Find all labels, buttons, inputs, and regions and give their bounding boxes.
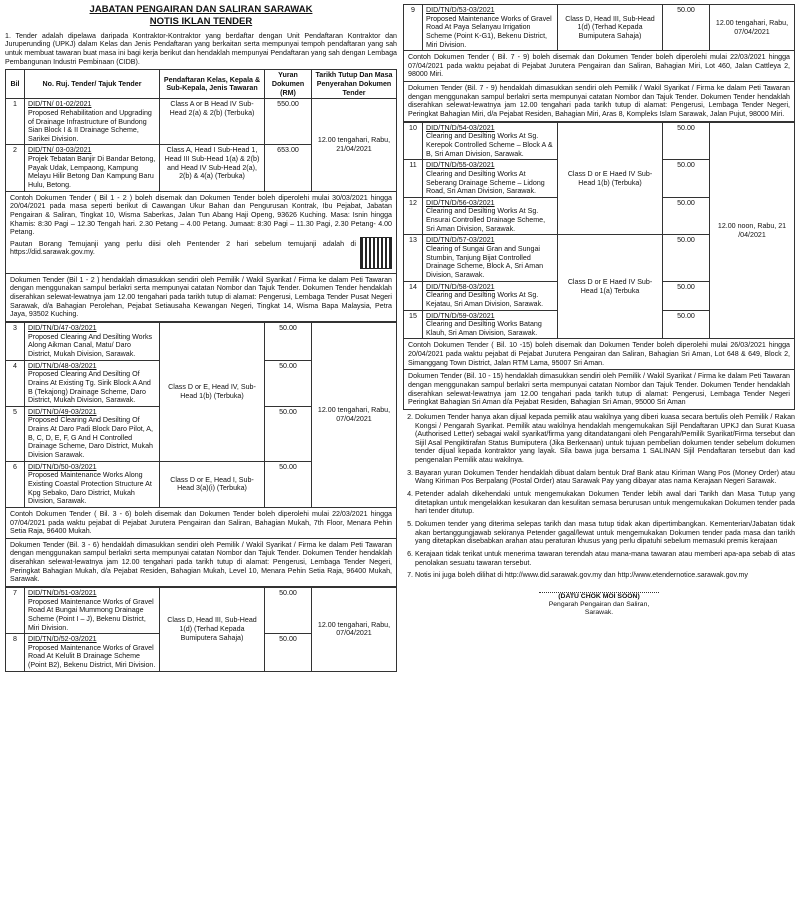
group4-note-box: Contoh Dokumen Tender ( Bil. 10 -15) boleh disemak dan Dokumen Tender boleh diperolehi mulai 26/03/2021 hingga 20/04/2021 pada waktu pejabat di Pejabat Jurutera Pengairan dan Saliran, Bahagian Sri Aman, Lot 648 & 649, Block 2, Simanggang Town District, Jalan RTM Lama, 95007 Sri Aman. — [403, 339, 795, 370]
left-column — [5, 4, 397, 894]
tender-table-group3-cont — [403, 4, 795, 51]
note-item: 5. Dokumen tender yang diterima selepas tarikh dan masa tutup tidak akan dipertimbangkan. Kementerian/Jabatan tidak akan bertanggungjawab sekiranya Petender gagal/lewat untuk mengemukakan Dokumen tender pada masa dan tarikh yang ditetapkan disebabkan arahan atau peraturan khusus yang perlu dipatuhi sebelum memasuki premis kerajaan — [415, 520, 795, 546]
group4-submit-box: Dokumen Tender (Bil. 10 - 15) hendaklah dimasukkan sendiri oleh Pemilik / Wakil Syarikat / Firma ke dalam Peti Tawaran dengan menggunakan sampul berlakri serta mempunyai catatan Nombor dan Tajuk Tender. Dokumen Tender hendaklah diserahkan selewat-lewatnya jam 12.00 tengahari pada tarikh tutup di alamat: Pengerusi, Lembaga Tender Negeri Peringkat Bahagian Sri Aman d/a Pejabat Residen, Bahagian Sri Aman, 95000 Sri Aman — [403, 370, 795, 410]
row-bil: 5 — [6, 406, 25, 461]
row-bil: 4 — [6, 360, 25, 406]
row-yuran: 50.00 — [265, 406, 312, 461]
tender-ref: DID/TN/D/52-03/2021 — [28, 635, 97, 644]
row-kelas: Class A, Head I Sub-Head 1, Head III Sub-Head 1(a) & 2(b) and Head IV Sub-Head 2(a), 2(b) & 4(a) (Terbuka) — [160, 145, 265, 191]
row-title — [25, 323, 160, 361]
row-title — [423, 197, 558, 235]
row-bil: 1 — [6, 99, 25, 145]
row-bil: 9 — [404, 5, 423, 51]
row-title — [25, 406, 160, 461]
row-title — [25, 145, 160, 191]
row-kelas: Class D or E Haed IV Sub-Head 1(b) (Terbuka) — [558, 122, 663, 235]
row-bil: 8 — [6, 634, 25, 672]
row-yuran: 50.00 — [265, 323, 312, 361]
tender-ref: DID/TN/D/53-03/2021 — [426, 6, 495, 14]
table-row — [404, 122, 795, 160]
tender-table-group3 — [5, 587, 397, 672]
row-bil: 7 — [6, 587, 25, 633]
tender-desc: Clearing and Desilting Works At Seberang Drainage Scheme – Lidong Road, Sri Aman Division, Sarawak. — [426, 169, 545, 196]
row-yuran: 550.00 — [265, 99, 312, 145]
tender-ref: DID/TN/ 03-03/2021 — [28, 146, 92, 155]
tender-ref: DID/TN/D/51-03/2021 — [28, 588, 97, 597]
row-kelas: Class D, Head III, Sub-Head 1(d) (Terhad Kepada Bumiputera Sahaja) — [558, 5, 663, 51]
row-kelas: Class D or E, Head I, Sub-Head 3(a)(i) (Terbuka) — [160, 461, 265, 507]
tender-desc: Clearing of Sungai Gran and Sungai Stumbin, Tanjung Bijat Controlled Drainage Scheme, Block A, Sri Aman Division, Sarawak. — [426, 245, 544, 279]
group2-note-box: Contoh Dokumen Tender ( Bil. 3 - 6) boleh disemak dan Dokumen Tender boleh diperolehi mulai 22/03/2021 hingga 07/04/2021 pada waktu pejabat di Pejabat Jurutera Pengairan dan Saliran, Bahagian Mukah, 7th Floor, Menara Pehin Setia Raja, 96400 Mukah. — [5, 508, 397, 539]
tender-desc: Proposed Clearing And Desilting Of Drains At Daro Padi Block Daro Pilot, A, B, C, D, E, F, G And H Controlled Drainage Scheme, Daro District, Mukah Division Sarawak. — [28, 416, 153, 460]
row-bil: 2 — [6, 145, 25, 191]
tender-ref: DID/TN/ 01-02/2021 — [28, 100, 92, 109]
row-yuran: 50.00 — [265, 587, 312, 633]
tender-ref: DID/TN/D/59-03/2021 — [426, 311, 495, 320]
note-item: 7. Notis ini juga boleh dilihat di http://www.did.sarawak.gov.my dan http://www.etendernotice.sarawak.gov.my — [415, 571, 795, 580]
group1-note: Contoh Dokumen Tender ( Bil 1 - 2 ) boleh disemak dan Dokumen Tender boleh diperolehi mulai 30/03/2021 hingga 20/04/2021 pada masa seperti berikut di Cawangan Ukur Bahan dan Pengurusan Kontrak, Ibu Pejabat, Jabatan Pengairan & Saliran, Tingkat 10, Wisma Saberkas, Jalan Tun Abang Haji Openg, 93626 Kuching. Masa: Isnin hingga Khamis: 8:30 Pagi – 12.30 Tengah hari. 2.30 Petang – 4.00 Petang. Jumaat: 8:30 Pagi – 11.30 Pagi, 2.30 Petang- 4.00 Petang. — [10, 193, 392, 237]
row-yuran: 50.00 — [663, 235, 710, 281]
row-title — [423, 122, 558, 160]
row-title — [25, 587, 160, 633]
row-kelas: Class A or B Head IV Sub-Head 2(a) & 2(b) (Terbuka) — [160, 99, 265, 145]
tender-ref: DID/TN/D/56-03/2021 — [426, 198, 495, 207]
tender-desc: Clearing and Desilting Works At Sg. Kerepok Controlled Scheme – Block A & B, Sri Aman Division, Sarawak. — [426, 132, 553, 158]
signatory-name: (DATU CHOK MOI SOON) — [558, 592, 640, 600]
row-tarikh: 12.00 tengahari, Rabu, 07/04/2021 — [312, 587, 397, 671]
row-yuran: 50.00 — [663, 281, 710, 310]
tender-desc: Clearing and Desilting Works At Sg. Ensurai Controlled Drainage Scheme, Sri Aman Division, Sarawak. — [426, 207, 546, 233]
group1-appointment-note: Pautan Borang Temujanji yang perlu diisi oleh Pentender 2 hari sebelum temujanji adalah di https://did.sarawak.gov.my. — [10, 239, 356, 257]
group2-submit-box: Dokumen Tender (Bil. 3 - 6) hendaklah dimasukkan sendiri oleh Pemilik / Wakil Syarikat / Firma ke dalam Peti Tawaran dengan menggunakan sampul berlakri serta mempunyai catatan Nombor dan Tajuk Tender. Dokumen Tender hendaklah diserahkan selewat-lewatnya jam 12.00 tengahari pada tarikh tutup di alamat: Pengerusi, Lembaga Tender Negeri, Peringkat Bahagian Mukah, d/a Pejabat Residen, Bahagian Mukah, Level 10, Menara Pehin Setia Raja, 96400 Mukah, Sarawak. — [5, 539, 397, 587]
signatory-role: Pengarah Pengairan dan Saliran, — [548, 601, 650, 609]
row-kelas: Class D or E, Head IV, Sub-Head 1(b) (Terbuka) — [160, 323, 265, 462]
row-yuran: 50.00 — [663, 197, 710, 235]
row-tarikh: 12.00 tengahari, Rabu, 21/04/2021 — [312, 99, 397, 191]
tender-desc: Proposed Rehabilitation and Upgrading of Drainage Infrastructure of Bundong Sian Block I & II Drainage Scheme, Sarikei Division. — [28, 108, 152, 143]
row-title — [25, 634, 160, 672]
note-item: 4. Petender adalah dikehendaki untuk mengemukakan Dokumen Tender lebih awal dari Tarikh dan Masa Tutup yang ditetapkan untuk mengelakkan kesukaran dan kesulitan semasa berurusan untuk mengemukakan Dokumen tender pada hari tender ditutup. — [415, 490, 795, 516]
note-item: 3. Bayaran yuran Dokumen Tender hendaklah dibuat dalam bentuk Draf Bank atau Kiriman Wang Pos (Money Order) atau Wang Kiriman Pos Berpalang (Postal Order) atau Sarawak Pay yang dibayar atas nama Kerajaan Negeri Sarawak. — [415, 469, 795, 486]
tender-ref: DID/TN/D/55-03/2021 — [426, 161, 495, 170]
row-yuran: 50.00 — [663, 160, 710, 198]
tender-ref: DID/TN/D/50-03/2021 — [28, 462, 97, 471]
tender-table-group4 — [403, 122, 795, 340]
tender-desc: Proposed Clearing And Desilting Of Drains At Existing Tg. Sirik Block A And B (Tekajong) Drainage Scheme, Daro District, Mukah Division, Sarawak. — [28, 370, 151, 405]
tender-desc: Clearing and Desilting Works Batang Klauh, Sri Aman Division, Sarawak. — [426, 320, 542, 337]
row-bil: 15 — [404, 310, 423, 339]
tender-desc: Proposed Clearing And Desilting Works Along Aikman Canal, Matu/ Daro District, Mukah Division, Sarawak. — [28, 332, 153, 358]
table-row — [404, 5, 795, 51]
row-title — [423, 160, 558, 198]
row-kelas: Class D, Head III, Sub-Head 1(d) (Terhad Kepada Bumiputera Sahaja) — [160, 587, 265, 671]
intro-paragraph: 1. Tender adalah dipelawa daripada Kontraktor-Kontraktor yang berdaftar dengan Unit Pendaftaran Kontraktor dan Juruperunding (UPKJ) dalam Kelas dan Jenis Pendaftaran yang berkaitan serta mempunyai tempoh pendaftaran yang sah untuk membuat tawaran buat masa ini bagi kerja berikut dan hendaklah mempunyai Pendaftaran yang sah dengan Lembaga Pembangunan Industri Pembinaan (CIDB). — [5, 31, 397, 66]
row-tarikh: 12.00 tengahari, Rabu, 07/04/2021 — [710, 5, 795, 51]
table-row — [6, 587, 397, 633]
row-yuran: 50.00 — [663, 122, 710, 160]
note-item: 2. Dokumen Tender hanya akan dijual kepada pemilik atau wakilnya yang diberi kuasa secara bertulis oleh Pemilik / Rakan Kongsi / Pengarah Syarikat. Pemilik atau wakilnya hendaklah mengemukakan Sijil Pendaftaran UPKJ dan Surat Kuasa (Authorised Letter) sebagai wakil syarikat/firma yang ditandatangani oleh Pengarah/Pemilik Syarikat/Firma tersebut dan Sijil Asal Pengiktirafan Status Bumiputera (Jika Berkenaan) untuk tujuan pembelian dokumen tender sebelum dokumen tender dijual kepada kontraktor yang layak. Sila bawa juga bersama 1 SALINAN Sijil Pendaftaran tersebut dan kad pengenalan Pemilik atau wakilnya. — [415, 413, 795, 465]
tender-ref: DID/TN/D/58-03/2021 — [426, 282, 495, 291]
row-bil: 12 — [404, 197, 423, 235]
group1-info-box — [5, 192, 397, 274]
signatory-state: Sarawak. — [584, 609, 614, 617]
qr-code-icon[interactable] — [360, 237, 392, 269]
notice-title: NOTIS IKLAN TENDER — [149, 15, 253, 27]
tender-desc: Proposed Maintenance Works of Gravel Road At Paya Selanyau Irrigation Scheme (Point K-G1), Bekenu District, Miri Division. — [426, 14, 552, 49]
tender-desc: Projek Tebatan Banjir Di Bandar Betong, Payak Udak, Lempaong, Kampung Melayu Hilir Betong Dan Kampung Baru Hulu, Betong. — [28, 155, 156, 189]
row-tarikh: 12.00 noon, Rabu, 21 /04/2021 — [710, 122, 795, 339]
row-title — [25, 99, 160, 145]
row-title — [423, 281, 558, 310]
table-row — [6, 323, 397, 361]
tender-ref: DID/TN/D/54-03/2021 — [426, 123, 495, 132]
tender-desc: Clearing and Desilting Works At Sg. Kejatau, Sri Aman Division, Sarawak. — [426, 291, 544, 308]
row-kelas: Class D or E Haed IV Sub-Head 1(a) Terbuka — [558, 235, 663, 339]
row-yuran: 50.00 — [663, 5, 710, 51]
table-row — [6, 99, 397, 145]
right-column — [403, 4, 795, 894]
tender-ref: DID/TN/D/49-03/2021 — [28, 407, 97, 416]
row-tarikh: 12.00 tengahari, Rabu, 07/04/2021 — [312, 323, 397, 508]
header-tarikh: Tarikh Tutup Dan Masa Penyerahan Dokumen Tender — [312, 70, 397, 99]
row-yuran: 50.00 — [265, 461, 312, 507]
tender-table-group1 — [5, 69, 397, 191]
row-title — [423, 310, 558, 339]
row-title — [423, 5, 558, 51]
row-yuran: 50.00 — [663, 310, 710, 339]
tender-table-group2 — [5, 322, 397, 508]
row-title — [25, 461, 160, 507]
tender-ref: DID/TN/D/47-03/2021 — [28, 324, 97, 333]
row-title — [423, 235, 558, 281]
note-item: 6. Kerajaan tidak terikat untuk menerima tawaran terendah atau mana-mana tawaran atau memberi apa-apa sebab di atas penolakan sesuatu tawaran tersebut. — [415, 550, 795, 567]
header-bil: Bil — [6, 70, 25, 99]
group1-submit-box: Dokumen Tender (Bil 1 - 2 ) hendaklah dimasukkan sendiri oleh Pemilik / Wakil Syarikat / Firma ke dalam Peti Tawaran dengan menggunakan sampul berlakri serta mempunyai catatan Nombor dan Tajuk Tender. Dokumen Tender hendaklah diserahkan selewat-lewatnya jam 12.00 tengahari pada tarikh tutup di alamat: Pengerusi, Lembaga Tender Pusat Negeri Sarawak, d/a Bahagian Perolehan, Pejabat Setiausaha Kewangan Negeri, Tingkat 14, Wisma Bapa Malaysia, Petra Jaya, 93502 Kuching. — [5, 274, 397, 322]
row-yuran: 50.00 — [265, 360, 312, 406]
table-header-row — [6, 70, 397, 99]
row-yuran: 50.00 — [265, 634, 312, 672]
row-bil: 6 — [6, 461, 25, 507]
row-bil: 10 — [404, 122, 423, 160]
row-bil: 13 — [404, 235, 423, 281]
header-yuran: Yuran Dokumen (RM) — [265, 70, 312, 99]
tender-ref: DID/TN/D/57-03/2021 — [426, 236, 495, 245]
group3-submit-box: Dokumen Tender (Bil. 7 - 9) hendaklah dimasukkan sendiri oleh Pemilik / Wakil Syarikat / Firma ke dalam Peti Tawaran dengan menggunakan sampul berlakri serta mempunyai catatan Nombor dan Tajuk Tender. Dokumen Tender hendaklah diserahkan selewat-lewatnya jam 12.00 tengahari pada tarikh tutup di alamat: Pengerusi, Lembaga Tender Negeri, Peringkat Bahagian Miri, d/a Pejabat Residen, Bahagian Miri, Aras 8, Kompleks Islam Sarawak, Jalan Pujut, 98000 Miri. — [403, 82, 795, 122]
header-kelas: Pendaftaran Kelas, Kepala & Sub-Kepala, Jenis Tawaran — [160, 70, 265, 99]
signature-block — [403, 584, 795, 618]
tender-desc: Proposed Maintenance Works Along Existing Coastal Protection Structure At Kpg Sebako, Daro District, Mukah Division, Sarawak. — [28, 471, 152, 506]
tender-desc: Proposed Maintenance Works of Gravel Road At Kelulit B Drainage Scheme (Point B2), Bekenu District, Miri Division. — [28, 643, 156, 670]
row-bil: 11 — [404, 160, 423, 198]
group3-note-box: Contoh Dokumen Tender ( Bil. 7 - 9) boleh disemak dan Dokumen Tender boleh diperolehi mulai 22/03/2021 hingga 07/04/2021 pada waktu pejabat di Pejabat Jurutera Pengairan dan Saliran, Bahagian Miri, Lot 460, Jalan Cattleya 2, 98000 Miri. — [403, 51, 795, 82]
notes-section — [403, 410, 795, 580]
row-bil: 14 — [404, 281, 423, 310]
row-yuran: 653.00 — [265, 145, 312, 191]
row-bil: 3 — [6, 323, 25, 361]
tender-desc: Proposed Maintenance Works of Gravel Road At Bungai Mummong Drainage Scheme (Point I – J), Bekenu District, Miri Division. — [28, 597, 154, 632]
header-ruj: No. Ruj. Tender/ Tajuk Tender — [25, 70, 160, 99]
tender-ref: DID/TN/D/48-03/2021 — [28, 361, 97, 370]
row-title — [25, 360, 160, 406]
department-title: JABATAN PENGAIRAN DAN SALIRAN SARAWAK — [89, 4, 313, 15]
